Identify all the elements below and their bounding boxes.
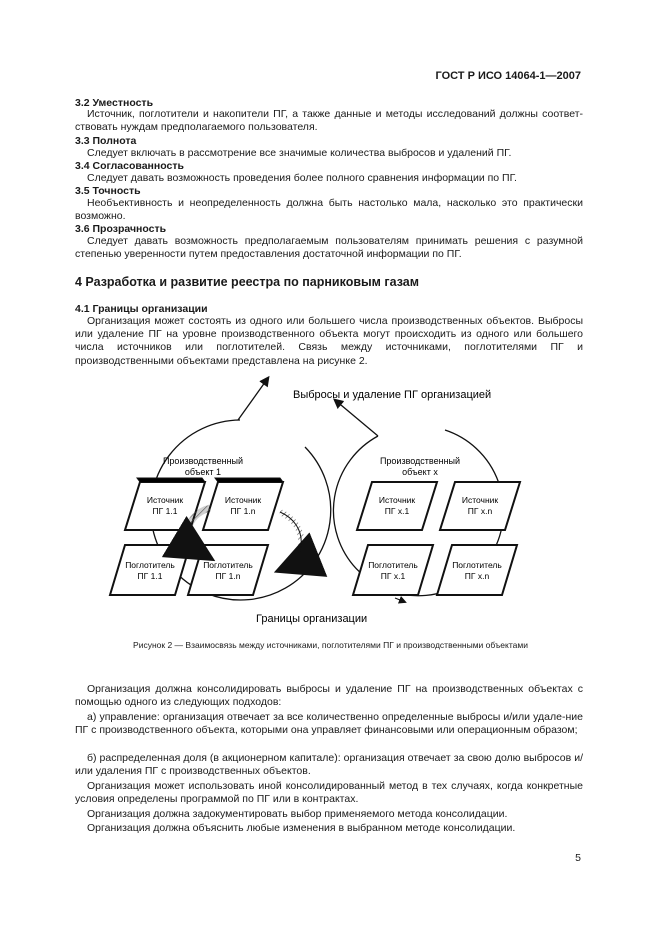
section-3-5-title: 3.5 Точность	[75, 185, 141, 197]
section-3-5-text: Необъективность и неопределенность должна быть настолько мала, насколько это практически возможно.	[75, 197, 583, 223]
section-3-2-title: 3.2 Уместность	[75, 97, 154, 109]
sink-1-n-label: Поглотитель	[203, 560, 253, 570]
body-paragraph-6: Организация должна объяснить любые изменения в выбранном методе консолидации.	[87, 822, 516, 834]
object-x-label-num: объект x	[402, 467, 438, 477]
section-4-title: 4 Разработка и развитие реестра по парниковым газам	[75, 275, 419, 289]
source-1-n-label: Источник	[224, 495, 262, 505]
source-x-n-label: Источник	[461, 495, 499, 505]
sink-1-1-id: ПГ 1.1	[137, 571, 163, 581]
sink-x-1-id: ПГ x.1	[380, 571, 406, 581]
sink-x-n-label: Поглотитель	[452, 560, 502, 570]
body-paragraph-5: Организация должна задокументировать выбор применяемого метода консолидации.	[87, 808, 508, 820]
section-3-4-text: Следует давать возможность проведения более полного сравнения информации по ПГ.	[87, 172, 517, 184]
object-1-label: Производственный	[162, 456, 244, 466]
source-x-n-id: ПГ x.n	[467, 506, 493, 516]
sink-1-1-label: Поглотитель	[125, 560, 175, 570]
sink-x-n-id: ПГ x.n	[464, 571, 490, 581]
document-header: ГОСТ Р ИСО 14064-1—2007	[435, 70, 581, 82]
section-3-6-text: Следует давать возможность предполагаемым пользователям принимать решения с разумной степенью уверенности путем предоставления достаточной информации по ПГ.	[75, 235, 583, 261]
figure-caption: Рисунок 2 — Взаимосвязь между источниками, поглотителями ПГ и производственными объектами	[133, 640, 528, 650]
body-paragraph-2: а) управление: организация отвечает за все количественно определенные выбросы и/или удале-ние ПГ с производственного объекта, которыми она управляет финансовыми или операционным образом;	[75, 711, 583, 737]
source-x-1-id: ПГ x.1	[384, 506, 410, 516]
source-1-1-id: ПГ 1.1	[152, 506, 178, 516]
figure-top-label: Выбросы и удаление ПГ организацией	[293, 389, 492, 401]
source-x-1-label: Источник	[378, 495, 416, 505]
sink-x-1-label: Поглотитель	[368, 560, 418, 570]
section-3-3-title: 3.3 Полнота	[75, 135, 137, 147]
body-paragraph-3: б) распределенная доля (в акционерном капитале): организация отвечает за свою долю выбросов и/или удаления ПГ с производственных объектов.	[75, 752, 583, 778]
section-4-1-text: Организация может состоять из одного или большего числа производственных объектов. Выбросы или удаление ПГ на уровне производственного объекта могут происходить из одного или большего числа источников или поглотителей. Связь между источниками, поглотителями ПГ и производственными объектами представлена на рисунке 2.	[75, 315, 583, 367]
body-paragraph-4: Организация может использовать иной консолидированный метод в тех случаях, когда конкретные условия определены программой по ПГ или в контрактах.	[75, 780, 583, 806]
section-3-6-title: 3.6 Прозрачность	[75, 223, 167, 235]
section-4-1-title: 4.1 Границы организации	[75, 303, 208, 315]
figure-bottom-label: Границы организации	[256, 613, 368, 625]
figure-2-diagram	[0, 375, 661, 635]
body-paragraph-1: Организация должна консолидировать выбросы и удаление ПГ на производственных объектах с помощью одного из следующих подходов:	[75, 683, 583, 709]
object-x-label: Производственный	[379, 456, 461, 466]
object-1-label-num: объект 1	[184, 467, 222, 477]
section-3-2-text: Источник, поглотители и накопители ПГ, а также данные и методы исследований должны соответ-ствовать нуждам предполагаемого пользователя.	[75, 108, 583, 134]
source-1-n-id: ПГ 1.n	[230, 506, 256, 516]
section-3-4-title: 3.4 Согласованность	[75, 160, 184, 172]
sink-1-n-id: ПГ 1.n	[215, 571, 241, 581]
section-3-3-text: Следует включать в рассмотрение все значимые количества выбросов и удалений ПГ.	[87, 147, 512, 159]
source-1-1-label: Источник	[146, 495, 184, 505]
page-number: 5	[575, 852, 581, 864]
